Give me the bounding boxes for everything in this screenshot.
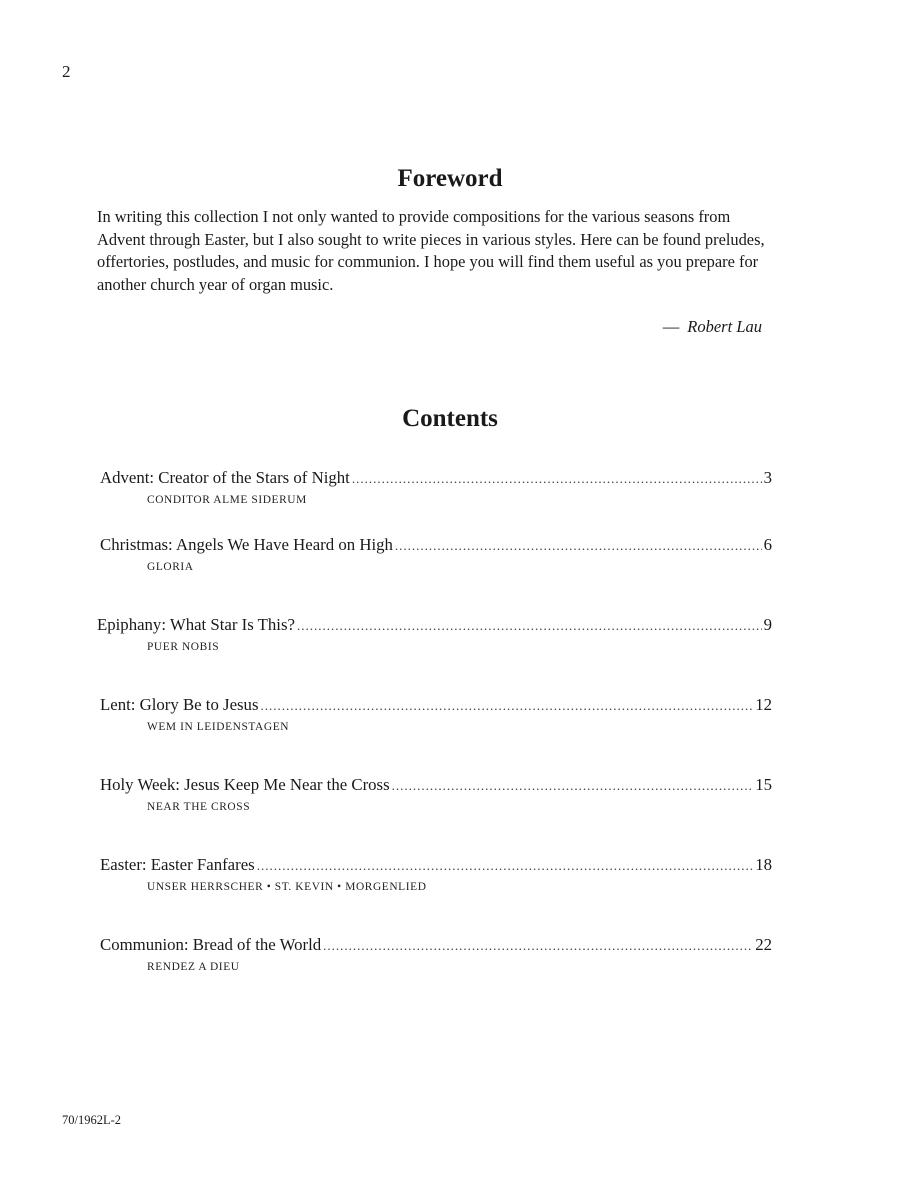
signature-name: Robert Lau	[687, 317, 762, 336]
toc-entry-tune: CONDITOR ALME SIDERUM	[147, 494, 307, 506]
toc-leader-dots	[323, 938, 753, 954]
toc-entry-page: 6	[763, 535, 772, 554]
toc-entry-page: 18	[755, 855, 772, 874]
foreword-body: In writing this collection I not only wanted to provide compositions for the various seasons from Advent through Easter, but I also sought to write pieces in various styles. Here can be found preludes, offertories, postludes, and music for communion. I hope you will find them useful as you prepare for another church year of organ music.	[97, 207, 765, 295]
toc-entry-tune: GLORIA	[147, 561, 194, 573]
toc-leader-dots	[392, 778, 754, 794]
toc-entry-title: Easter: Easter Fanfares	[100, 855, 255, 874]
toc-leader-dots	[297, 618, 762, 634]
toc-entry	[100, 695, 772, 733]
toc-entry	[100, 535, 772, 573]
toc-entry-tune: NEAR THE CROSS	[147, 801, 251, 813]
toc-leader-dots	[352, 471, 762, 487]
toc-entry-title: Communion: Bread of the World	[100, 935, 322, 954]
toc-entry-page: 15	[755, 775, 772, 794]
toc-entry-tune: UNSER HERRSCHER • ST. KEVIN • MORGENLIED	[147, 881, 427, 893]
toc-entry-title: Lent: Glory Be to Jesus	[100, 695, 259, 714]
toc-entry-title: Holy Week: Jesus Keep Me Near the Cross	[100, 775, 390, 794]
foreword-title: Foreword	[397, 165, 503, 192]
toc-leader-dots	[260, 698, 753, 714]
signature-dash: —	[662, 317, 680, 336]
toc-entry-page: 22	[755, 935, 772, 954]
page-number: 2	[62, 62, 71, 81]
toc-entry-page: 9	[763, 615, 772, 634]
contents-title: Contents	[402, 405, 498, 432]
toc-entry-page: 3	[763, 468, 772, 487]
toc-leader-dots	[257, 858, 754, 874]
toc-entry	[100, 468, 772, 506]
toc-leader-dots	[395, 538, 762, 554]
toc-entry-title: Christmas: Angels We Have Heard on High	[100, 535, 393, 554]
toc-entry-tune: WEM IN LEIDENSTAGEN	[147, 721, 290, 733]
toc-entry-title: Advent: Creator of the Stars of Night	[100, 468, 350, 487]
toc-entry-tune: RENDEZ A DIEU	[147, 961, 240, 973]
toc-entry-page: 12	[755, 695, 772, 714]
toc-entry	[97, 615, 772, 653]
toc-entry	[100, 775, 772, 813]
toc-entry-title: Epiphany: What Star Is This?	[97, 615, 295, 634]
catalog-code: 70/1962L-2	[62, 1113, 122, 1127]
toc-entry	[100, 935, 772, 973]
toc-entry-tune: PUER NOBIS	[147, 641, 220, 653]
toc-entry	[100, 855, 772, 893]
